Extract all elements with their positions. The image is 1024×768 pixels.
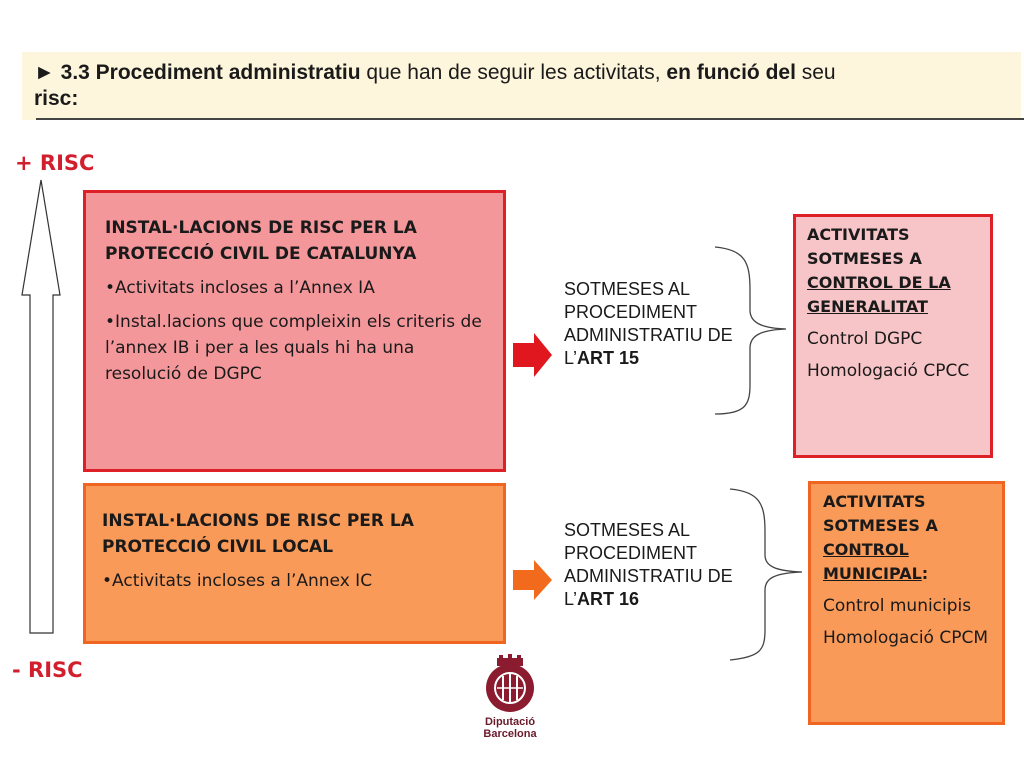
- control-generalitat-title-underlined: CONTROL DE LA GENERALITAT: [807, 273, 951, 316]
- list-item: Control municipis: [823, 596, 972, 616]
- box-risk-catalunya-title: INSTAL·LACIONS DE RISC PER LA PROTECCIÓ CIVIL DE CATALUNYA: [105, 218, 417, 264]
- box-control-municipal-title: [823, 490, 996, 586]
- arrow-to-art15: [513, 333, 552, 377]
- header-title-text-1: que han de seguir les activitats,: [360, 61, 667, 84]
- header-title-bold-1: 3.3 Procediment administratiu: [60, 61, 361, 84]
- box-control-generalitat: [793, 214, 993, 458]
- list-item: Homologació CPCC: [807, 361, 970, 381]
- header-title-bold-3: risc:: [34, 87, 79, 110]
- logo-text: [470, 716, 550, 740]
- list-item: •Instal.lacions que compleixin els criteris de l’annex IB i per a les quals hi ha una resolució de DGPC: [105, 312, 482, 384]
- procedure-art16: [564, 519, 749, 611]
- box-risk-catalunya: [83, 190, 506, 472]
- box-control-generalitat-title: [807, 223, 984, 319]
- control-municipal-title-underlined: CONTROL MUNICIPAL: [823, 540, 922, 583]
- list-item: •Activitats incloses a l’Annex IC: [102, 571, 373, 591]
- procedure-art15: [564, 278, 749, 370]
- diputacio-logo-icon: [486, 654, 534, 712]
- bullet-triangle-icon: ►: [34, 61, 55, 84]
- control-municipal-title-suffix: :: [921, 564, 929, 583]
- risk-axis-arrow: [22, 180, 60, 633]
- list-item: •Activitats incloses a l’Annex IA: [105, 278, 375, 298]
- logo-text-line1: Diputació: [484, 716, 536, 728]
- logo-text-line2: Barcelona: [483, 728, 537, 740]
- control-generalitat-title-line: ACTIVITATS SOTMESES A: [807, 225, 922, 268]
- procedure-art16-article: ART 16: [577, 589, 640, 609]
- list-item: Homologació CPCM: [823, 628, 989, 648]
- box-risk-local-title: INSTAL·LACIONS DE RISC PER LA PROTECCIÓ CIVIL LOCAL: [102, 511, 414, 557]
- control-municipal-title-line: ACTIVITATS SOTMESES A: [823, 492, 938, 535]
- box-control-municipal: [808, 481, 1005, 725]
- procedure-art15-article: ART 15: [577, 348, 640, 368]
- arrow-to-art16: [513, 560, 552, 600]
- procedure-art16-text: SOTMESES AL PROCEDIMENT ADMINISTRATIU DE L’: [564, 520, 733, 609]
- risk-low-label: - RISC: [12, 658, 83, 682]
- risk-high-label: + RISC: [15, 151, 95, 175]
- header-title-text-2: seu: [795, 61, 836, 84]
- header-title-bold-2: en funció del: [666, 61, 796, 84]
- list-item: Control DGPC: [807, 329, 923, 349]
- procedure-art15-text: SOTMESES AL PROCEDIMENT ADMINISTRATIU DE L’: [564, 279, 733, 368]
- box-risk-local: [83, 483, 506, 644]
